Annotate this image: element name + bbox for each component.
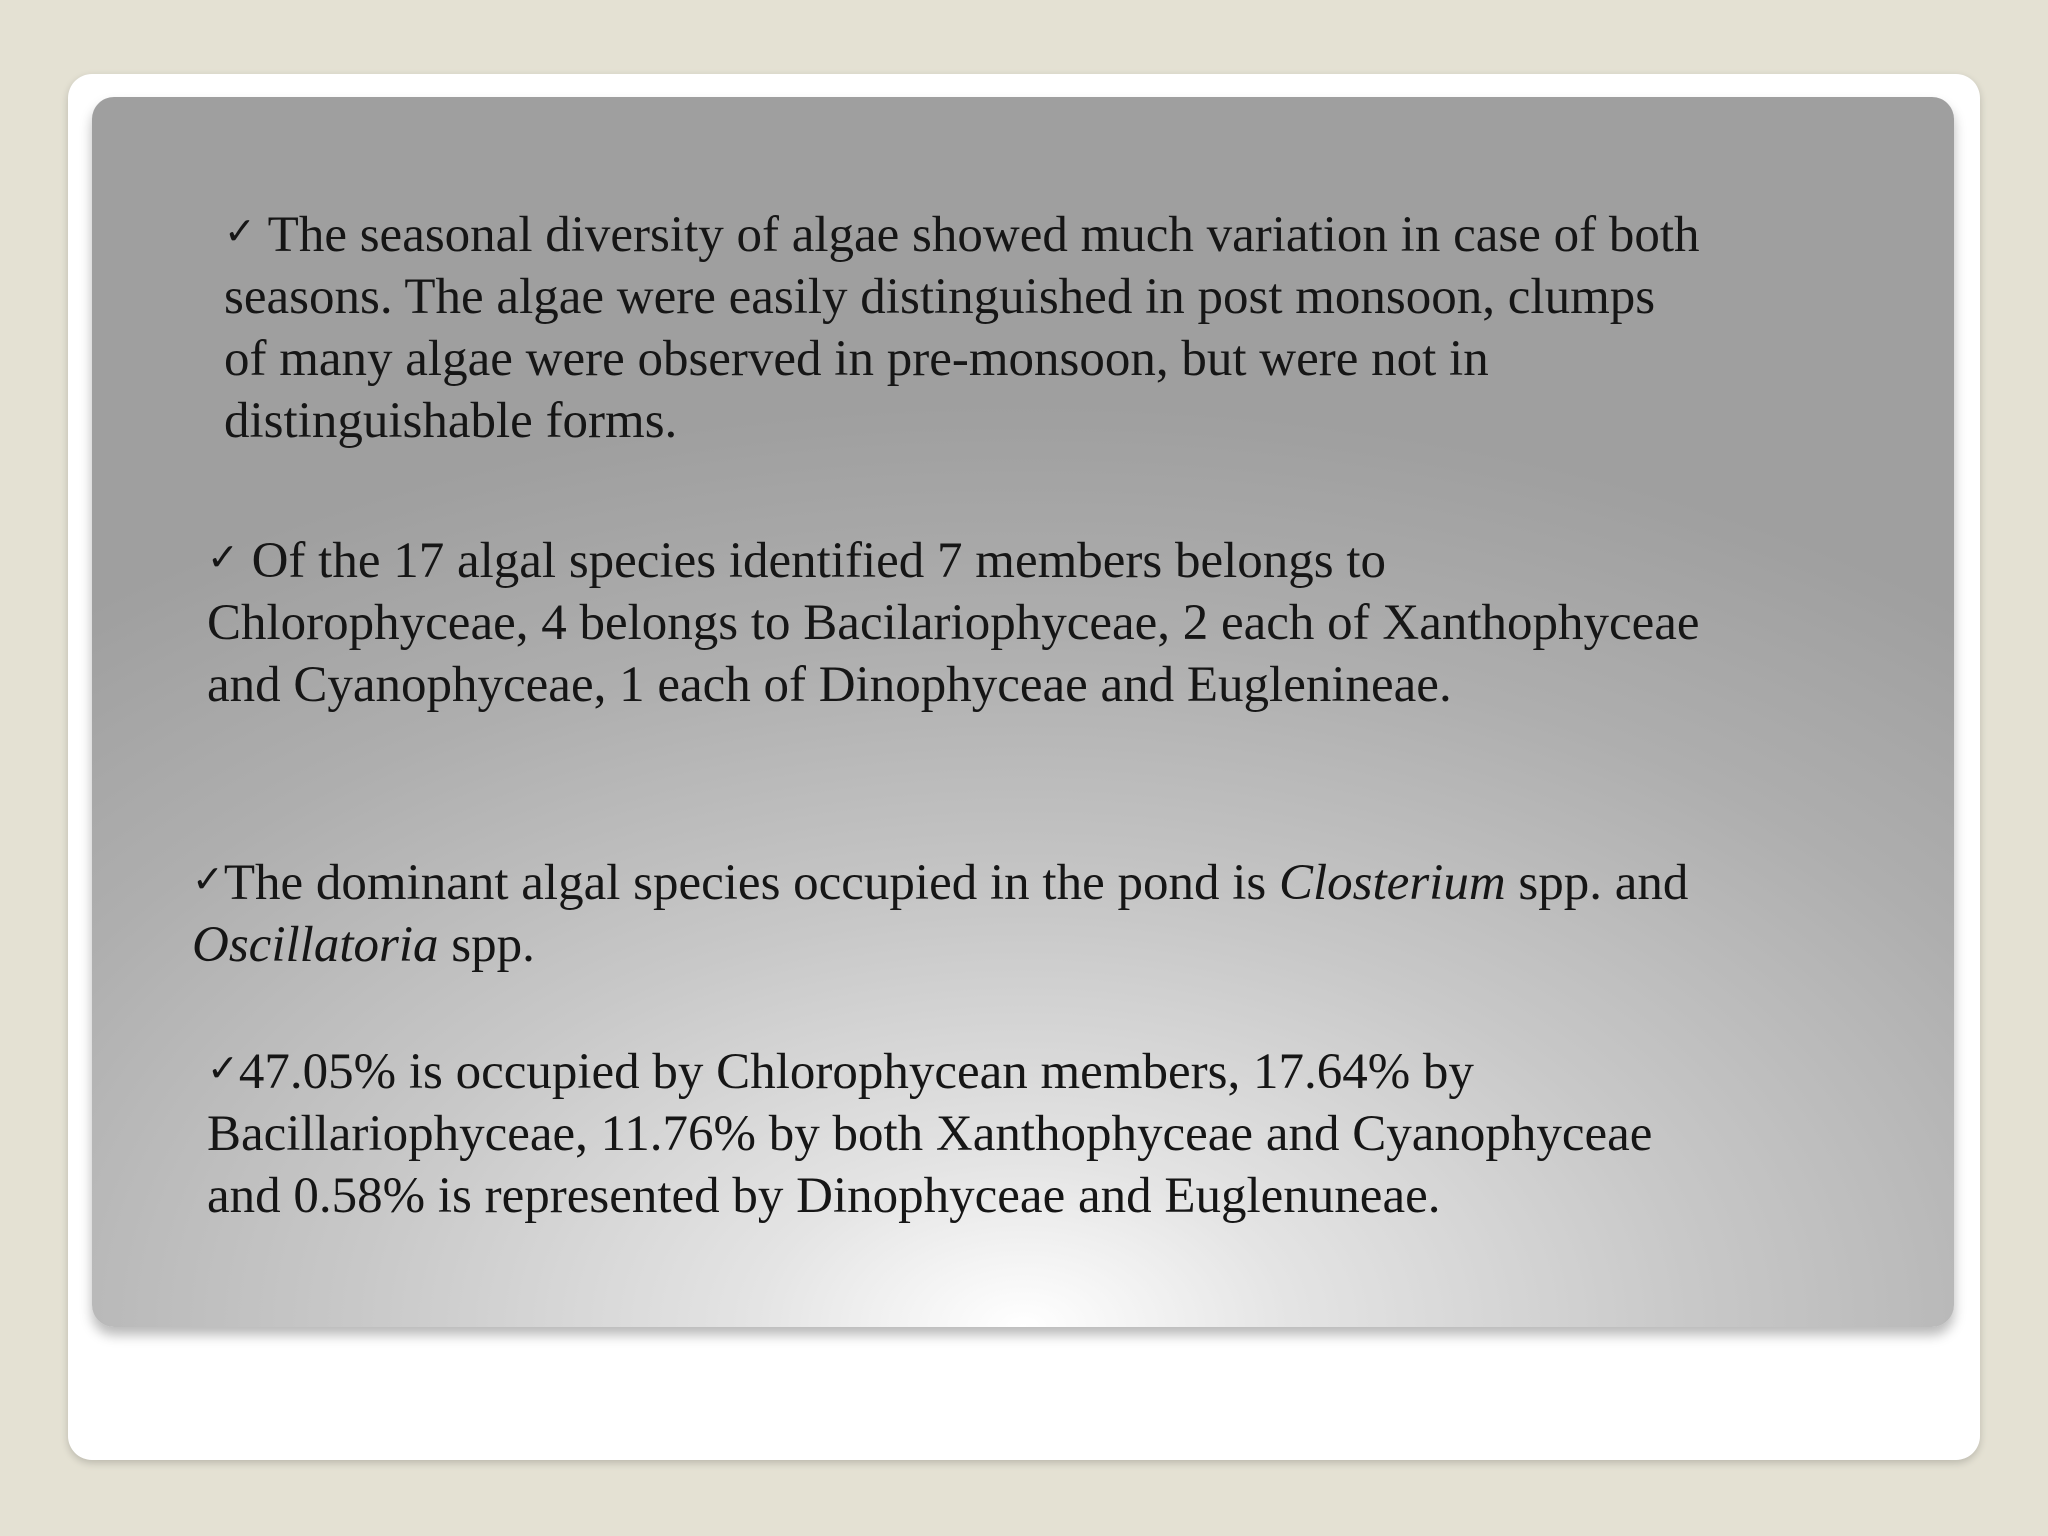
checkmark-icon: ✓ <box>207 535 239 579</box>
bullet2-line1: Of the 17 algal species identified 7 members belongs to <box>238 533 1387 589</box>
bullet3-text-part3: spp. <box>438 917 535 973</box>
bullet3-text-part1: The dominant algal species occupied in the pond is <box>223 855 1279 911</box>
bullet1-line3: of many algae were observed in pre-monsoon, but were not in <box>224 331 1489 387</box>
bullet4-line1: 47.05% is occupied by Chlorophycean members, 17.64% by <box>238 1044 1474 1100</box>
species-name-oscillatoria: Oscillatoria <box>192 917 439 973</box>
bullet-percentages <box>207 1037 1652 1227</box>
bullet-dominant-species <box>192 848 1688 976</box>
bullet1-line4: distinguishable forms. <box>224 393 678 449</box>
bullet1-line2: seasons. The algae were easily distinguished in post monsoon, clumps <box>224 269 1656 325</box>
bullet-seasonal-diversity <box>224 200 1699 452</box>
checkmark-icon: ✓ <box>224 209 256 253</box>
bullet3-text-part2: spp. and <box>1505 855 1689 911</box>
bullet1-line1: The seasonal diversity of algae showed much variation in case of both <box>255 207 1700 263</box>
bullet2-line3: and Cyanophyceae, 1 each of Dinophyceae and Euglenineae. <box>207 657 1452 713</box>
bullet4-line2: Bacillariophyceae, 11.76% by both Xanthophyceae and Cyanophyceae <box>207 1106 1653 1162</box>
bullet4-line3: and 0.58% is represented by Dinophyceae and Euglenuneae. <box>207 1168 1441 1224</box>
bullet-species-count <box>207 526 1700 716</box>
species-name-closterium: Closterium <box>1278 855 1506 911</box>
bullet2-line2: Chlorophyceae, 4 belongs to Bacilariophyceae, 2 each of Xanthophyceae <box>207 595 1700 651</box>
checkmark-icon: ✓ <box>207 1046 239 1090</box>
checkmark-icon: ✓ <box>192 857 224 901</box>
